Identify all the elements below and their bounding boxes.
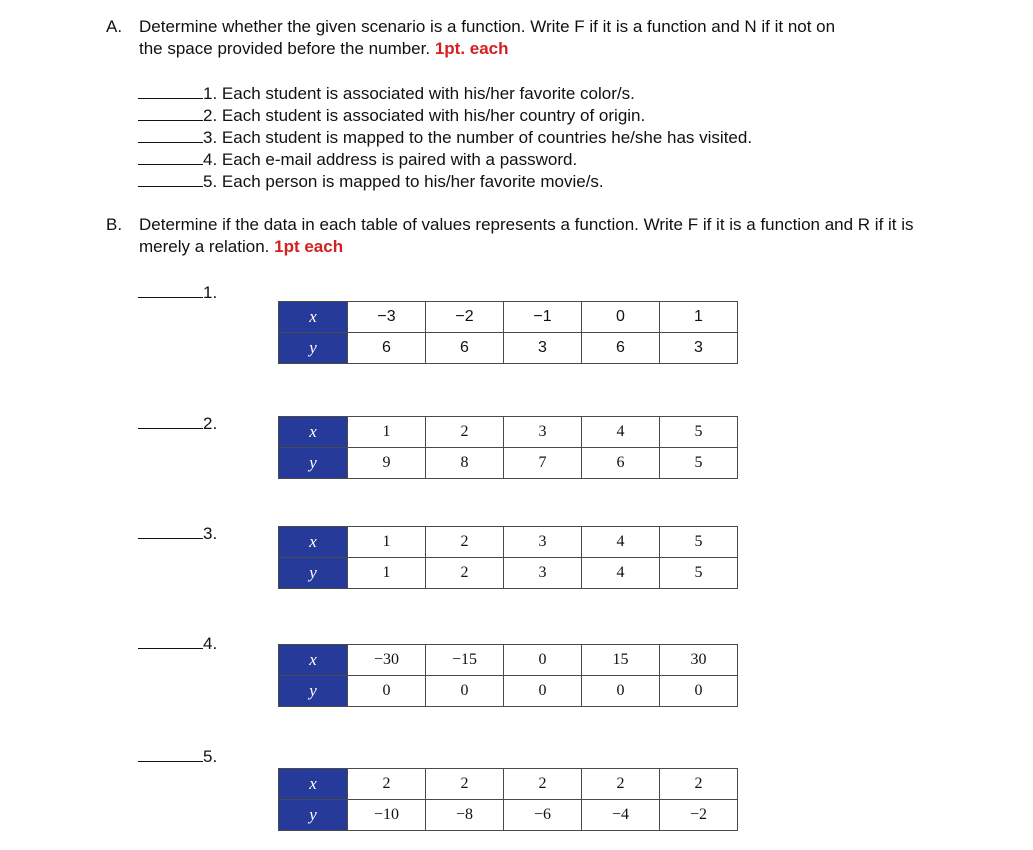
item-text: 5. Each person is mapped to his/her favorite movie/s. xyxy=(203,172,604,191)
x-cell: 5 xyxy=(660,527,738,558)
section-b-item-5 xyxy=(138,745,217,767)
y-cell: −6 xyxy=(504,800,582,831)
answer-blank-b2[interactable] xyxy=(138,412,203,429)
item-number: 5. xyxy=(203,747,218,766)
y-cell: 3 xyxy=(504,333,582,364)
x-header: x xyxy=(279,302,348,333)
x-cell: 0 xyxy=(582,302,660,333)
y-cell: 5 xyxy=(660,448,738,479)
y-cell: −10 xyxy=(348,800,426,831)
section-a-item-2 xyxy=(138,104,645,126)
table-1 xyxy=(278,301,738,364)
x-cell: −3 xyxy=(348,302,426,333)
section-b-item-1 xyxy=(138,281,217,303)
item-text: 3. Each student is mapped to the number of countries he/she has visited. xyxy=(203,128,753,147)
answer-blank-a2[interactable] xyxy=(138,104,203,121)
answer-blank-a5[interactable] xyxy=(138,170,203,187)
answer-blank-b3[interactable] xyxy=(138,522,203,539)
item-number: 4. xyxy=(203,634,218,653)
section-a-instructions xyxy=(106,16,1021,60)
item-text: 4. Each e-mail address is paired with a password. xyxy=(203,150,578,169)
table-3 xyxy=(278,526,738,589)
section-b-line-2-wrap xyxy=(139,236,1021,258)
y-cell: 0 xyxy=(660,676,738,707)
table-row-x xyxy=(279,302,738,333)
y-cell: 0 xyxy=(348,676,426,707)
section-a-item-4 xyxy=(138,148,577,170)
item-number: 1. xyxy=(203,283,218,302)
x-cell: −30 xyxy=(348,645,426,676)
x-cell: 5 xyxy=(660,417,738,448)
item-number: 3. xyxy=(203,524,218,543)
y-cell: 5 xyxy=(660,558,738,589)
x-cell: −2 xyxy=(426,302,504,333)
section-b-item-3 xyxy=(138,522,217,544)
section-b-points: 1pt each xyxy=(274,237,344,256)
y-cell: 1 xyxy=(348,558,426,589)
y-cell: 6 xyxy=(582,333,660,364)
y-cell: 0 xyxy=(504,676,582,707)
table-row-x xyxy=(279,769,738,800)
section-a-points: 1pt. each xyxy=(434,39,509,58)
y-cell: 8 xyxy=(426,448,504,479)
answer-blank-b1[interactable] xyxy=(138,281,203,298)
item-number: 2. xyxy=(203,414,218,433)
x-cell: 4 xyxy=(582,527,660,558)
section-a-line-2: the space provided before the number. xyxy=(139,39,431,58)
y-cell: 3 xyxy=(660,333,738,364)
table-2 xyxy=(278,416,738,479)
answer-blank-b5[interactable] xyxy=(138,745,203,762)
x-cell: −1 xyxy=(504,302,582,333)
y-cell: −8 xyxy=(426,800,504,831)
section-a-item-3 xyxy=(138,126,752,148)
y-cell: 0 xyxy=(582,676,660,707)
x-cell: 15 xyxy=(582,645,660,676)
section-b-item-2 xyxy=(138,412,217,434)
section-a-item-5 xyxy=(138,170,604,192)
table-row-y xyxy=(279,448,738,479)
y-cell: −4 xyxy=(582,800,660,831)
x-cell: 2 xyxy=(426,417,504,448)
section-a-item-1 xyxy=(138,82,635,104)
y-cell: 2 xyxy=(426,558,504,589)
x-cell: 2 xyxy=(504,769,582,800)
table-row-y xyxy=(279,558,738,589)
x-cell: 2 xyxy=(426,769,504,800)
answer-blank-b4[interactable] xyxy=(138,632,203,649)
section-b-instructions xyxy=(106,214,1021,258)
x-cell: −15 xyxy=(426,645,504,676)
section-a-letter: A. xyxy=(106,17,123,36)
y-cell: 6 xyxy=(426,333,504,364)
y-cell: 3 xyxy=(504,558,582,589)
y-cell: 7 xyxy=(504,448,582,479)
x-cell: 3 xyxy=(504,527,582,558)
x-cell: 1 xyxy=(348,417,426,448)
x-header: x xyxy=(279,769,348,800)
table-row-y xyxy=(279,333,738,364)
x-cell: 2 xyxy=(348,769,426,800)
x-cell: 2 xyxy=(426,527,504,558)
section-b-line-1: Determine if the data in each table of values represents a function. Write F if it is a function and R if it is xyxy=(139,215,914,234)
section-b-letter: B. xyxy=(106,215,123,234)
answer-blank-a4[interactable] xyxy=(138,148,203,165)
table-4 xyxy=(278,644,738,707)
table-row-x xyxy=(279,527,738,558)
y-cell: 9 xyxy=(348,448,426,479)
table-row-y xyxy=(279,676,738,707)
item-text: 2. Each student is associated with his/her country of origin. xyxy=(203,106,646,125)
x-cell: 3 xyxy=(504,417,582,448)
table-row-x xyxy=(279,417,738,448)
y-cell: 0 xyxy=(426,676,504,707)
y-header: y xyxy=(279,333,348,364)
y-header: y xyxy=(279,676,348,707)
answer-blank-a3[interactable] xyxy=(138,126,203,143)
y-cell: 6 xyxy=(348,333,426,364)
x-cell: 4 xyxy=(582,417,660,448)
section-a-line-2-wrap xyxy=(139,38,1021,60)
x-cell: 1 xyxy=(348,527,426,558)
x-header: x xyxy=(279,417,348,448)
y-header: y xyxy=(279,558,348,589)
answer-blank-a1[interactable] xyxy=(138,82,203,99)
x-cell: 30 xyxy=(660,645,738,676)
section-b-line-2: merely a relation. xyxy=(139,237,270,256)
item-text: 1. Each student is associated with his/her favorite color/s. xyxy=(203,84,635,103)
y-cell: −2 xyxy=(660,800,738,831)
section-a-line-1: Determine whether the given scenario is a function. Write F if it is a function and N if it not on xyxy=(139,17,836,36)
x-cell: 1 xyxy=(660,302,738,333)
table-row-x xyxy=(279,645,738,676)
x-cell: 2 xyxy=(660,769,738,800)
x-cell: 0 xyxy=(504,645,582,676)
table-5 xyxy=(278,768,738,831)
table-row-y xyxy=(279,800,738,831)
y-cell: 4 xyxy=(582,558,660,589)
y-header: y xyxy=(279,800,348,831)
section-b-item-4 xyxy=(138,632,217,654)
x-header: x xyxy=(279,527,348,558)
x-header: x xyxy=(279,645,348,676)
y-cell: 6 xyxy=(582,448,660,479)
y-header: y xyxy=(279,448,348,479)
x-cell: 2 xyxy=(582,769,660,800)
